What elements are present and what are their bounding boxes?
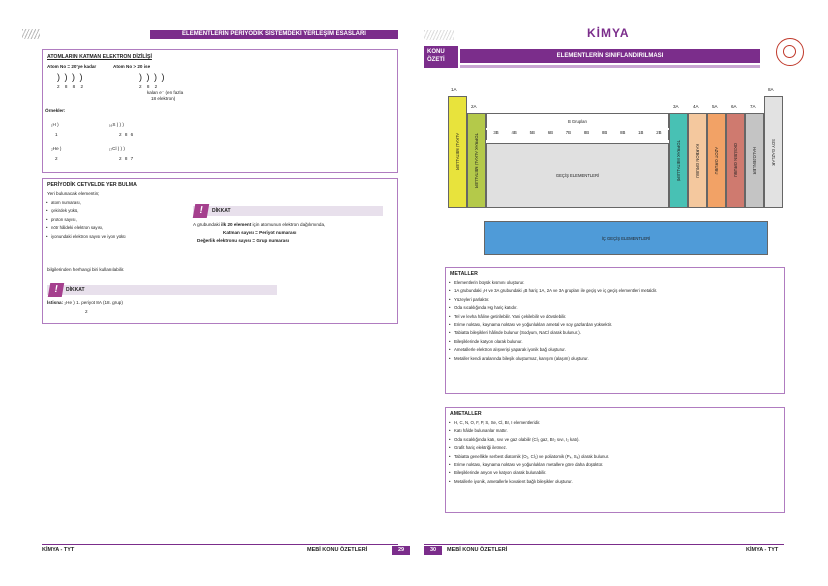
list-item: • Tabiatta genellikle serbest diatomik (O₂, Cl₂) ve poliatomik (P₄, S₈) olarak bulunur.: [446, 453, 609, 461]
list-item: • Tel ve levha hâline getirilebilir. Yani çekilebilir ve dövülebilir.: [446, 313, 657, 321]
konu-ozeti-badge: [424, 46, 458, 68]
ex3-symbol: ₂He: [51, 146, 59, 151]
inner-transition-block: [484, 221, 768, 255]
example-he: ₂He ): [51, 146, 62, 151]
list-item: • Yüzeyleri parlaktır.: [446, 296, 657, 304]
ex4-symbol: ₁₇Cl: [109, 146, 117, 151]
seq2: 2 8 2: [139, 84, 160, 89]
col2-label: Atom No > 20 ise: [113, 64, 151, 69]
example-cl-num: 2 8 7: [119, 156, 135, 161]
list-item: • Oda sıcaklığında katı, sıvı ve gaz olabilir (Cl₂ gaz, Br₂ sıvı, I₂ katı).: [446, 436, 609, 444]
noble-gas-column: [764, 96, 783, 208]
dikkat1-line1: [193, 222, 325, 228]
shell-arcs-1: ) ) ) ): [57, 72, 84, 82]
left-footer-line: [42, 544, 398, 545]
seq1: 2 8 8 2: [57, 84, 86, 89]
ametaller-title: AMETALLER: [450, 411, 482, 417]
azot-label: AZOT GRUBU: [714, 146, 719, 175]
dikkat-header-2: DİKKAT: [47, 285, 277, 295]
metaller-list: [446, 279, 657, 363]
atomlar-title: ATOMLARIN KATMAN ELEKTRON DİZİLİŞİ: [47, 54, 152, 60]
group-3a-label: 3A: [673, 104, 679, 109]
istisna-symbol: ₂He: [64, 300, 73, 305]
list-item: • Tabiatta bileşikleri hâlinde bulunur (Sodyum, NaCl olarak bulunur.).: [446, 329, 657, 337]
b-label: 7B: [565, 130, 572, 135]
list-item: • Grafit hariç elektriği iletmez.: [446, 444, 609, 452]
nitrogen-group-column: [707, 113, 726, 208]
right-page-header: ELEMENTLERİN SINIFLANDIRILMASI: [460, 49, 760, 63]
dikkat1-line2: Katman sayısı = Periyot numarası: [223, 230, 297, 235]
halogen-column: [745, 113, 764, 208]
warning-icon: !: [48, 283, 64, 297]
list-item: • Erime noktası, kaynama noktası ve yoğunlukları ametal ve soy gazlardan yüksektir.: [446, 321, 657, 329]
left-page-number: 29: [392, 546, 410, 555]
left-footer-series: MEBİ KONU ÖZETLERİ: [307, 547, 368, 553]
periyodik-box: [42, 178, 398, 324]
example-s-num: 2 8 6: [119, 132, 135, 137]
example-h: ₁H ): [51, 122, 59, 127]
note1: kalan e⁻ (en fazla: [147, 90, 184, 95]
list-item: • Metaller kendi aralarında bileşik oluşturmaz, karışım (alaşım) oluşturur.: [446, 355, 657, 363]
carbon-group-column: [688, 113, 707, 208]
right-page-number: 30: [424, 546, 442, 555]
list-item: • Erime noktası, kaynama noktası ve yoğunlukları metallere göre daha düşüktür.: [446, 461, 609, 469]
b-label: 8B: [601, 130, 608, 135]
periyodik-title: PERİYODİK CETVELDE YER BULMA: [47, 182, 137, 188]
list-item: • H, C, N, O, F, P, S, Se, Cl, Br, I elementleridir.: [446, 419, 609, 427]
ic-gecis-label: İÇ GEÇİŞ ELEMENTLERİ: [601, 235, 651, 241]
subject-title: KİMYA: [587, 26, 630, 40]
list-item: • Elementlerin büyük kısmını oluşturur.: [446, 279, 657, 287]
periyodik-intro: Yeri bulunacak elementin;: [47, 191, 100, 196]
group-7a-label: 7A: [750, 104, 756, 109]
soy-label: SOY GAZLAR: [771, 138, 776, 166]
oxygen-group-column: [726, 113, 745, 208]
ministry-seal: [776, 38, 804, 66]
dikkat1-text-a: A grubundaki: [193, 222, 220, 227]
list-item: • Bileşiklerinde anyon ve katyon olarak bulunabilir.: [446, 469, 609, 477]
list-item: • Katı hâlde bulunanlar mattır.: [446, 427, 609, 435]
dikkat1-text-c: için atomunun elektron dağılımında,: [252, 222, 326, 227]
group-8a-label: 8A: [768, 87, 774, 92]
b-labels-row: [486, 130, 669, 140]
toprak-label: TOPRAK METALLERİ: [676, 139, 681, 182]
ex1-symbol: ₁H: [51, 122, 56, 127]
list-item: • iyonundaki elektron sayısı ve iyon yükü: [43, 233, 126, 241]
header-underline: [460, 65, 760, 68]
list-item: • Metallerle iyonik, ametallerle kovalent bağlı bileşikler oluşturur.: [446, 478, 609, 486]
b-label: 5B: [529, 130, 535, 135]
karbon-label: KARBON GRUBU: [695, 143, 700, 178]
example-he-num: 2: [55, 156, 58, 161]
group-6a-label: 6A: [731, 104, 737, 109]
periyodik-outro: bilgilerinden herhangi biri kullanılabilir.: [47, 267, 125, 272]
istisna-num: 2: [85, 309, 88, 314]
note2: 18 elektron): [151, 96, 176, 101]
dikkat1-text-b: ilk 20 element: [221, 222, 252, 227]
example-h-num: 1: [55, 132, 58, 137]
ozeti-label: ÖZETİ: [427, 57, 445, 63]
example-cl: ₁₇Cl ) ) ): [109, 146, 125, 151]
group-4a-label: 4A: [693, 104, 699, 109]
b-gruplari-label: B Grupları: [567, 118, 588, 124]
b-label: 4B: [511, 130, 517, 135]
halojen-label: HALOJENLER: [752, 146, 757, 175]
list-item: • 1A grubundaki ₁H ve 3A grubundaki ₅B hariç 1A, 2A ve 3A grupları ile geçiş ve iç geçiş elementleri metaldir.: [446, 287, 657, 295]
group-5a-label: 5A: [712, 104, 718, 109]
group-1a-label: 1A: [451, 87, 457, 92]
list-item: • Ametallerle elektron alışverişi yaparak iyonik bağ oluşturur.: [446, 346, 657, 354]
gecis-label: GEÇİŞ ELEMENTLERİ: [555, 173, 600, 178]
criteria-list: [43, 199, 126, 241]
right-footer-brand: KİMYA - TYT: [746, 547, 779, 553]
atomlar-box: [42, 49, 398, 173]
header-stripes: [22, 29, 40, 39]
left-footer-brand: KİMYA - TYT: [42, 547, 75, 553]
ornekler-label: Örnekler:: [45, 108, 66, 113]
b-label: 8B: [583, 130, 590, 135]
dikkat1-line3: Değerlik elektronu sayısı = Grup numarası: [197, 238, 290, 243]
transition-elements-block: [486, 143, 669, 208]
ex2-symbol: ₁₆S: [109, 122, 116, 127]
boron-group-column: [669, 113, 688, 208]
istisna-text: 1. periyot 8A (18. grup): [76, 300, 123, 305]
b-groups-header: [486, 113, 669, 128]
warning-icon: !: [193, 204, 209, 218]
dikkat-header-1: DİKKAT: [193, 206, 383, 216]
left-page-header: ELEMENTLERİN PERİYODİK SİSTEMDEKİ YERLEŞİM ESASLARI: [150, 30, 398, 39]
ametaller-list: [446, 419, 609, 486]
b-label: 8B: [620, 130, 626, 135]
b-label: 3B: [493, 130, 499, 135]
right-footer-line: [424, 544, 784, 545]
istisna-label: İstisna:: [47, 300, 64, 305]
list-item: • çekirdek yükü,: [43, 207, 126, 215]
group-2a-label: 2A: [471, 104, 477, 109]
oksijen-label: OKSİJEN GRUBU: [733, 143, 738, 178]
toprak-alkali-label: TOPRAK ALKALİ METALLER: [474, 132, 479, 189]
metaller-title: METALLER: [450, 271, 478, 277]
istisna-line: İstisna: ₂He ) 1. periyot 8A (18. grup): [47, 300, 123, 305]
alkali-metals-column: [448, 96, 467, 208]
b-label: 1B: [638, 130, 644, 135]
example-s: ₁₆S ) ) ): [109, 122, 124, 127]
list-item: • nötr hâldeki elektron sayısı,: [43, 224, 126, 232]
shell-arcs-2: ) ) ) ): [139, 72, 166, 82]
alkali-label: ALKALİ METALLER: [455, 133, 460, 171]
col1-label: Atom No = 20'ye kadar: [47, 64, 97, 69]
metaller-box: [445, 267, 785, 394]
list-item: • atom numarası,: [43, 199, 126, 207]
b-label: 2B: [656, 130, 662, 135]
ametaller-box: [445, 407, 785, 513]
list-item: • Bileşiklerinde katyon olarak bulunur.: [446, 338, 657, 346]
konu-label: KONU: [427, 49, 445, 55]
header-stripes-right: [424, 30, 454, 40]
b-label: 6B: [547, 130, 553, 135]
right-footer-series: MEBİ KONU ÖZETLERİ: [447, 547, 508, 553]
list-item: • proton sayısı,: [43, 216, 126, 224]
alkaline-earth-column: [467, 113, 486, 208]
list-item: • Oda sıcaklığında Hg hariç katıdır.: [446, 304, 657, 312]
